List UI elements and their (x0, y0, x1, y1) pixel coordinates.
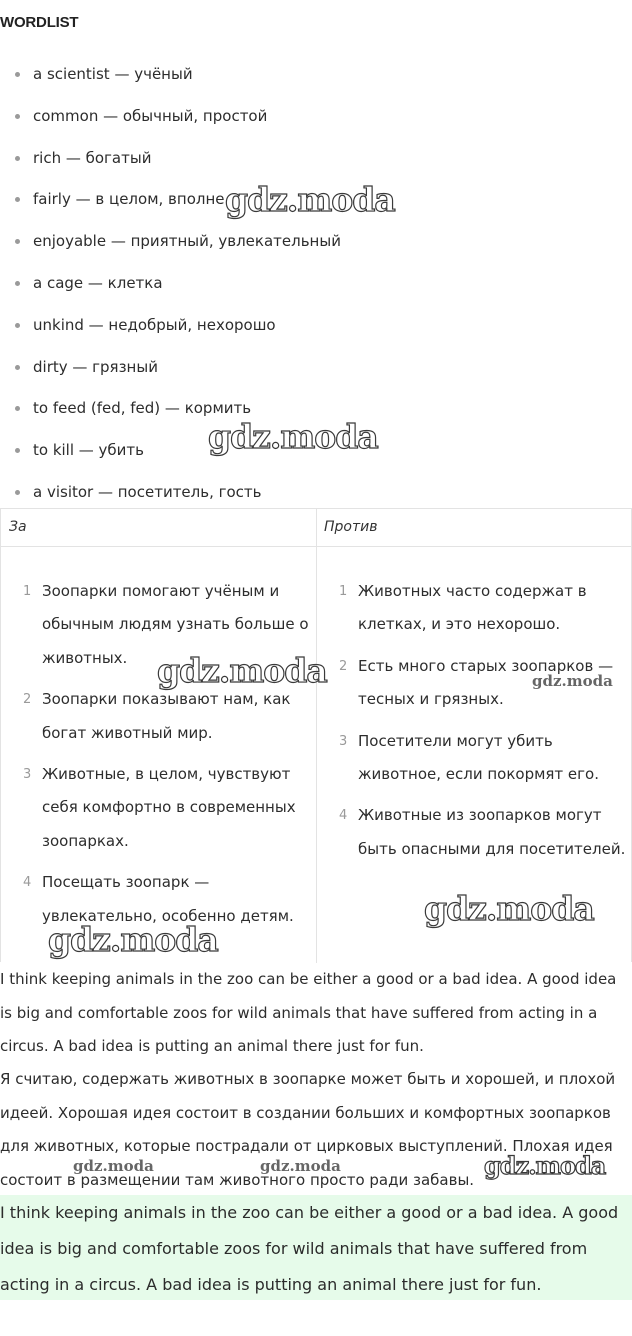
word-entry: a visitor — посетитель, гость (33, 482, 262, 501)
item-number: 1 (23, 584, 32, 599)
watermark-logo: gdz.moda (532, 672, 613, 690)
watermark-logo: gdz.moda (157, 651, 327, 690)
word-entry: common — обычный, простой (33, 106, 268, 125)
item-number: 2 (339, 658, 348, 674)
header-divider (1, 546, 631, 547)
bullet-icon (15, 72, 20, 77)
bullet-icon (15, 406, 20, 411)
item-number: 3 (23, 767, 32, 783)
watermark-logo: gdz.moda (73, 1157, 154, 1175)
con-text: Животных часто содержат в клетках, и это нехорошо. (358, 582, 587, 634)
item-number: 4 (339, 808, 348, 824)
wordlist-heading: WORDLIST (0, 14, 79, 31)
list-item (0, 305, 632, 347)
word-entry: a scientist — учёный (33, 65, 193, 83)
list-item (0, 347, 632, 389)
word-entry: fairly — в целом, вполне (33, 190, 225, 209)
word-entry: enjoyable — приятный, увлекательный (33, 232, 341, 251)
column-divider (316, 509, 317, 963)
word-entry: dirty — грязный (33, 357, 158, 376)
con-text: Животные из зоопарков могут быть опасными для посетителей. (358, 806, 626, 858)
bullet-icon (15, 114, 20, 119)
bullet-icon (15, 197, 20, 202)
bullet-icon (15, 365, 20, 370)
list-item (0, 263, 632, 305)
item-number: 1 (339, 584, 348, 599)
pro-text: Зоопарки помогают учёным и обычным людям узнать больше о животных. (42, 582, 309, 667)
list-item (0, 54, 632, 96)
word-entry: rich — богатый (33, 148, 152, 167)
pro-item (21, 683, 311, 750)
list-item (0, 221, 632, 263)
bullet-icon (15, 490, 20, 495)
item-number: 4 (23, 875, 32, 891)
essay-russian: Я считаю, содержать животных в зоопарке может быть и хорошей, и плохой идеей. Хорошая идея состоит в создании больших и комфортных зоопарков для животных, которые пострадали от цирковых выступлений. Плохая идея состоит в размещении там животного просто ради забавы. (0, 1070, 616, 1189)
con-text: Посетители могут убить животное, если покормят его. (358, 731, 599, 784)
cons-column-title: Против (324, 519, 378, 535)
word-entry: to kill — убить (33, 441, 145, 460)
watermark-logo: gdz.moda (260, 1157, 341, 1175)
watermark-logo: gdz.moda (208, 417, 378, 456)
pro-text: Зоопарки показывают нам, как богат животный мир. (42, 690, 291, 742)
watermark-logo: gdz.moda (484, 1151, 606, 1180)
word-entry: to feed (fed, fed) — кормить (33, 399, 252, 418)
answer-box (0, 1195, 632, 1300)
bullet-icon (15, 281, 20, 286)
watermark-logo: gdz.moda (225, 180, 395, 219)
con-text: Есть много старых зоопарков — тесных и грязных. (358, 656, 614, 709)
bullet-icon (15, 239, 20, 244)
essay-english: I think keeping animals in the zoo can be either a good or a bad idea. A good idea is big and comfortable zoos for wild animals that have suffered from acting in a circus. A bad idea is putting an animal there just for fun. (0, 970, 617, 1055)
item-number: 2 (23, 692, 32, 708)
con-item (337, 799, 631, 866)
pro-item (21, 758, 311, 858)
watermark-logo: gdz.moda (48, 920, 218, 959)
word-entry: unkind — недобрый, нехорошо (33, 315, 276, 334)
pro-text: Посещать зоопарк — увлекательно, особенно детям. (42, 873, 294, 925)
list-item (0, 96, 632, 138)
bullet-icon (15, 448, 20, 453)
watermark-logo: gdz.moda (424, 889, 594, 928)
pros-column-title: За (9, 519, 27, 535)
con-item (337, 725, 631, 792)
pro-text: Животные, в целом, чувствуют себя комфортно в современных зоопарках. (42, 765, 296, 850)
bullet-icon (15, 323, 20, 328)
answer-text: I think keeping animals in the zoo can be either a good or a bad idea. A good idea is big and comfortable zoos for wild animals that have suffered from acting in a circus. A bad idea is putting an animal there just for fun. (0, 1203, 619, 1294)
pros-list (21, 575, 311, 941)
bullet-icon (15, 156, 20, 161)
cons-list (337, 575, 631, 874)
item-number: 3 (339, 733, 348, 749)
list-item (0, 138, 632, 180)
con-item (337, 575, 631, 642)
word-entry: a cage — клетка (33, 273, 163, 292)
